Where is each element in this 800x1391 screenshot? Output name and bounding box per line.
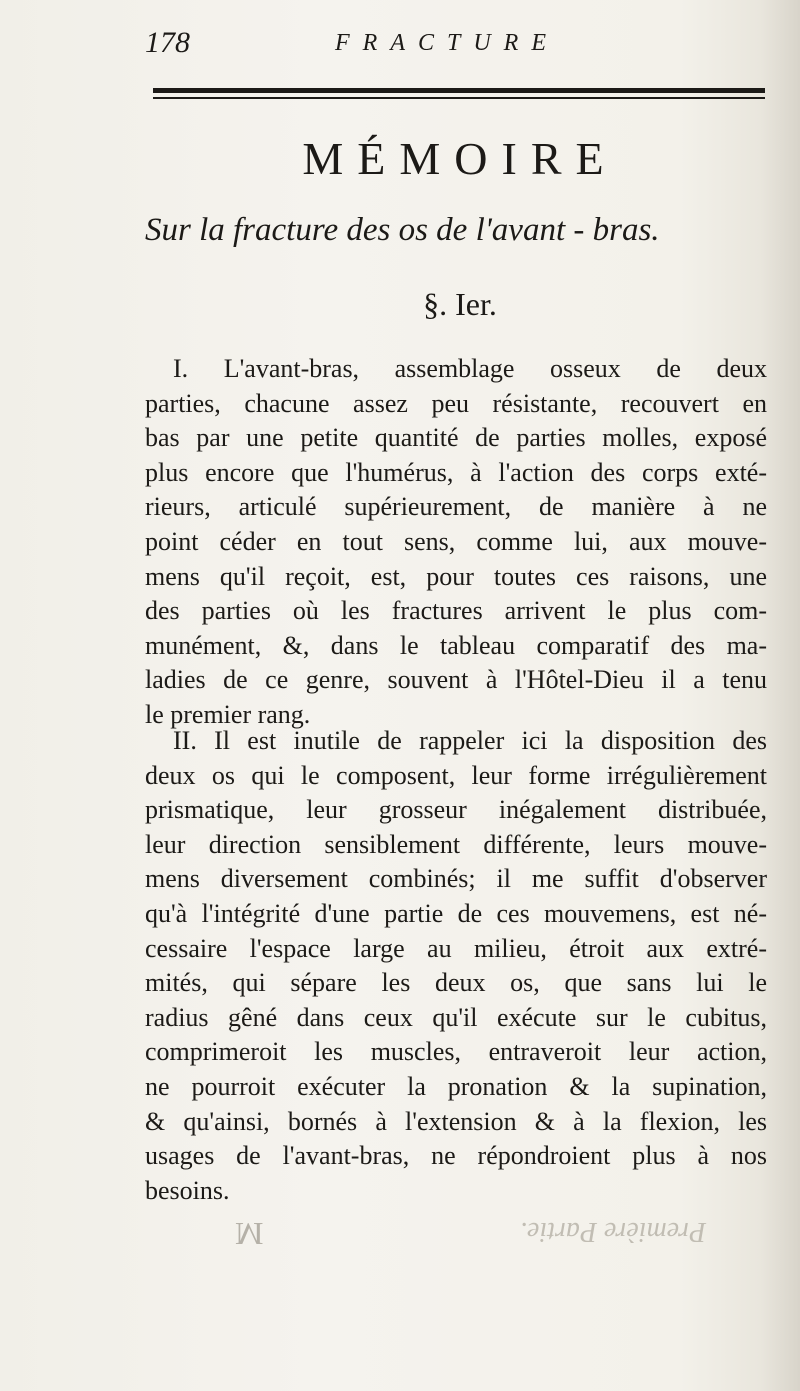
text-line: radius gêné dans ceux qu'il exécute sur le cubitus,: [145, 1002, 767, 1032]
text-line: I. L'avant-bras, assemblage osseux de deux: [173, 354, 767, 383]
text-line: deux os qui le composent, leur forme irrégulièrement: [145, 760, 767, 790]
paragraph-1: [145, 352, 767, 733]
text-line: & qu'ainsi, bornés à l'extension & à la flexion, les: [145, 1106, 767, 1136]
running-head: FRACTURE: [335, 30, 559, 56]
memoir-subtitle: Sur la fracture des os de l'avant - bras.: [145, 212, 660, 248]
text-line: comprimeroit les muscles, entraveroit leur action,: [145, 1037, 767, 1067]
text-line: munément, &, dans le tableau comparatif des ma-: [145, 630, 767, 660]
text-line: besoins.: [145, 1175, 230, 1205]
text-line: leur direction sensiblement différente, leurs mouve-: [145, 829, 767, 859]
text-line: rieurs, articulé supérieurement, de manière à ne: [145, 492, 767, 522]
text-line: mens diversement combinés; il me suffit d'observer: [145, 864, 767, 894]
header-rule-thin: [153, 97, 765, 99]
text-line: des parties où les fractures arrivent le plus com-: [145, 596, 767, 626]
memoir-title: MÉMOIRE: [302, 133, 618, 184]
text-line: cessaire l'espace large au milieu, étroit aux extré-: [145, 933, 767, 963]
text-line: qu'à l'intégrité d'une partie de ces mouvemens, est né-: [145, 898, 767, 928]
page-header: [145, 26, 765, 66]
show-through-footer: Première Partie.: [520, 1216, 707, 1247]
section-heading: §. Ier.: [423, 286, 497, 322]
show-through-signature: M: [235, 1216, 264, 1252]
text-line: le premier rang.: [145, 699, 311, 729]
text-line: II. Il est inutile de rappeler ici la disposition des: [173, 726, 767, 755]
header-rule-thick: [153, 88, 765, 93]
paragraph-2: [145, 724, 767, 1208]
page-number: 178: [145, 26, 190, 59]
text-line: prismatique, leur grosseur inégalement distribuée,: [145, 795, 767, 825]
text-line: plus encore que l'humérus, à l'action des corps exté-: [145, 457, 767, 487]
text-line: point céder en tout sens, comme lui, aux mouve-: [145, 526, 767, 556]
text-line: usages de l'avant-bras, ne répondroient plus à nos: [145, 1141, 767, 1171]
text-line: mens qu'il reçoit, est, pour toutes ces raisons, une: [145, 561, 767, 591]
text-line: ne pourroit exécuter la pronation & la supination,: [145, 1071, 767, 1101]
text-line: bas par une petite quantité de parties molles, exposé: [145, 423, 767, 453]
text-line: ladies de ce genre, souvent à l'Hôtel-Dieu il a tenu: [145, 665, 767, 695]
text-line: parties, chacune assez peu résistante, recouvert en: [145, 388, 767, 418]
text-line: mités, qui sépare les deux os, que sans lui le: [145, 968, 767, 998]
